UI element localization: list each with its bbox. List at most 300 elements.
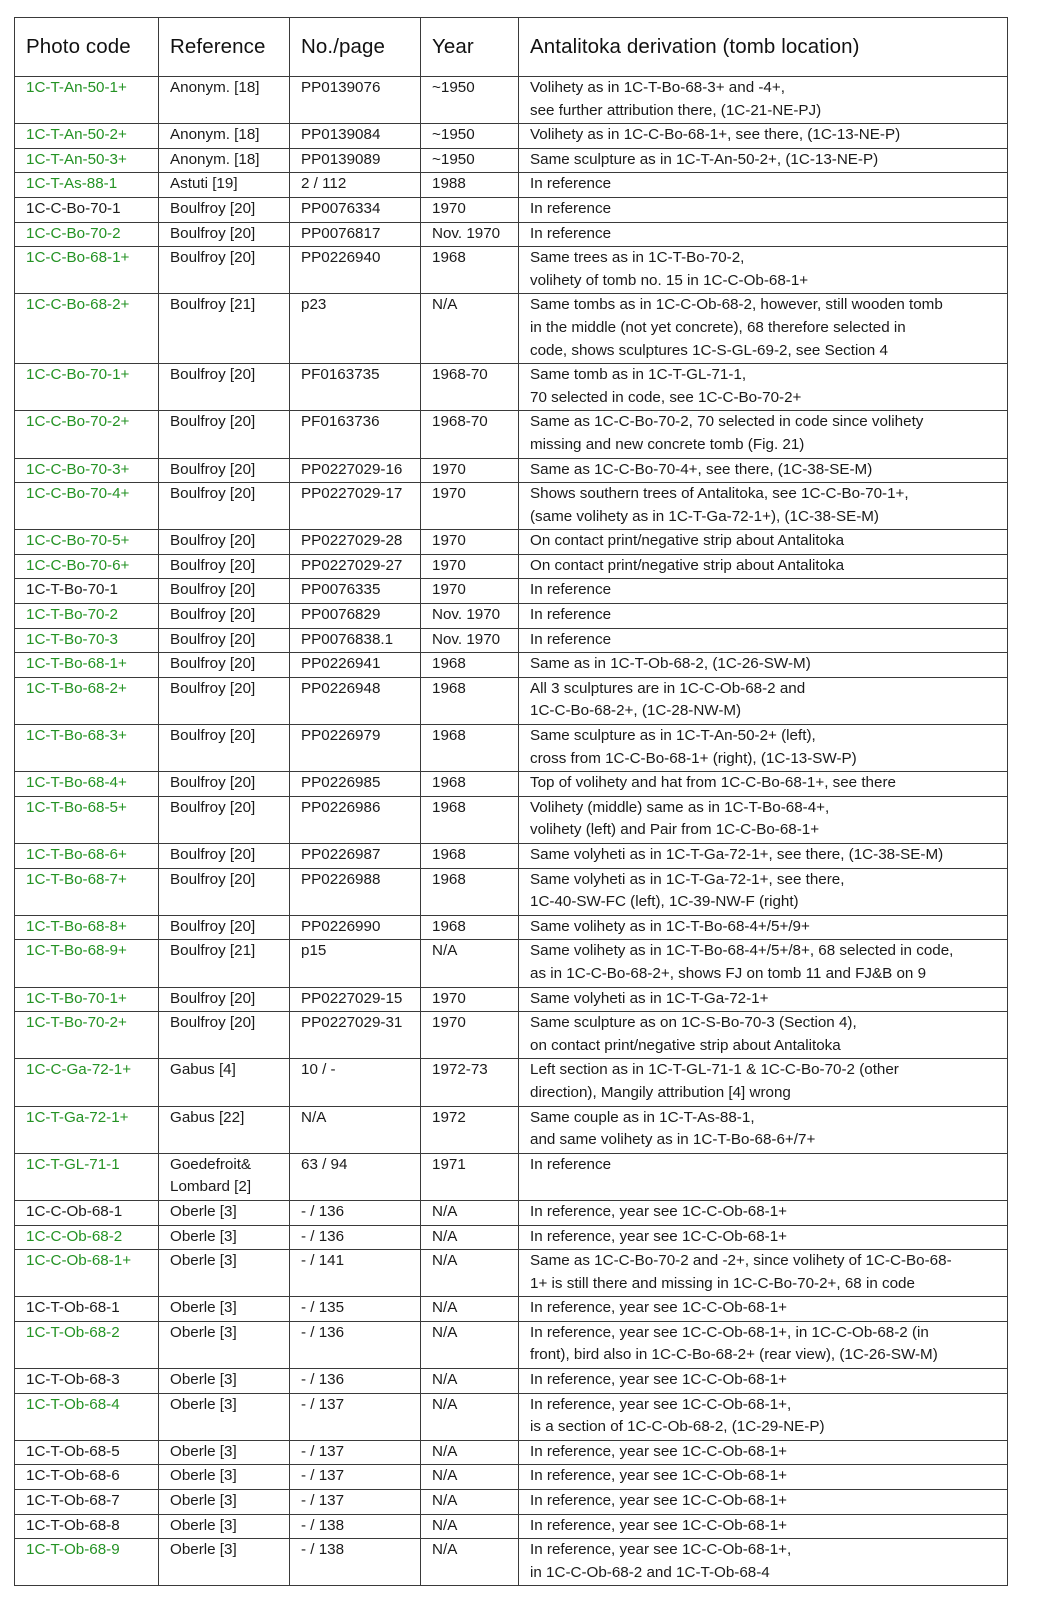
derivation-line: In reference — [530, 224, 612, 242]
year-cell — [421, 530, 519, 555]
derivation-cell — [519, 294, 1008, 364]
derivation-line: front), bird also in 1C-C-Bo-68-2+ (rear view), (1C-26-SW-M) — [530, 1346, 938, 1364]
no-page: PP0139076 — [301, 79, 381, 96]
derivation-cell — [519, 1106, 1008, 1153]
year-cell — [421, 653, 519, 678]
reference-cell — [159, 173, 290, 198]
photo-code-cell — [15, 987, 159, 1012]
year-cell — [421, 1153, 519, 1200]
no-page: p23 — [301, 296, 327, 314]
photo-code-cell — [15, 1153, 159, 1200]
reference-cell — [159, 530, 290, 555]
table-row — [15, 725, 1008, 772]
year: 1968 — [432, 870, 466, 888]
derivation-cell — [519, 1539, 1008, 1586]
photo-code: 1C-C-Bo-70-1+ — [26, 366, 130, 384]
year: 1968 — [432, 679, 466, 697]
derivation-line: 70 selected in code, see 1C-C-Bo-70-2+ — [530, 388, 802, 406]
no-page-cell — [290, 844, 421, 869]
photo-code: 1C-T-Ob-68-3 — [26, 1371, 120, 1389]
derivation-cell — [519, 77, 1008, 124]
no-page-cell — [290, 1465, 421, 1490]
photo-code: 1C-T-Bo-70-1 — [26, 581, 118, 599]
derivation-line: In reference, year see 1C-C-Ob-68-1+ — [530, 1371, 788, 1389]
no-page: PP0076829 — [301, 606, 381, 624]
derivation-cell — [519, 1225, 1008, 1250]
reference-cell — [159, 1514, 290, 1539]
photo-code-cell — [15, 915, 159, 940]
photo-code: 1C-T-Bo-68-6+ — [26, 846, 127, 863]
year-cell — [421, 1225, 519, 1250]
year: N/A — [432, 1323, 458, 1341]
header-no-page: No./page — [290, 18, 421, 77]
table-row — [15, 1106, 1008, 1153]
reference-cell — [159, 1393, 290, 1440]
derivation-cell — [519, 148, 1008, 173]
table-row — [15, 1012, 1008, 1059]
table-row — [15, 1440, 1008, 1465]
derivation-line: 1C-C-Bo-68-2+, (1C-28-NW-M) — [530, 702, 742, 720]
year: 1970 — [432, 485, 466, 503]
photo-code-cell — [15, 868, 159, 915]
photo-code: 1C-C-Ob-68-2 — [26, 1227, 123, 1245]
table-row — [15, 1514, 1008, 1539]
year-cell — [421, 772, 519, 797]
reference-line: Boulfroy [20] — [170, 655, 256, 673]
year: N/A — [432, 1371, 458, 1389]
derivation-cell — [519, 1490, 1008, 1515]
table-row — [15, 1153, 1008, 1200]
photo-code-cell — [15, 148, 159, 173]
photo-code: 1C-C-Bo-70-3+ — [26, 460, 130, 478]
year: N/A — [432, 1492, 458, 1510]
year-cell — [421, 796, 519, 843]
derivation-line: Same tomb as in 1C-T-GL-71-1, — [530, 366, 747, 384]
photo-code-cell — [15, 725, 159, 772]
year: N/A — [432, 1202, 458, 1220]
year: N/A — [432, 1442, 458, 1460]
derivation-line: In reference — [530, 175, 612, 193]
photo-code-cell — [15, 124, 159, 149]
reference-cell — [159, 579, 290, 604]
photo-code-cell — [15, 1250, 159, 1297]
no-page: PP0076334 — [301, 199, 381, 217]
no-page-cell — [290, 124, 421, 149]
photo-code: 1C-T-Bo-68-1+ — [26, 655, 127, 673]
reference-line: Anonym. [18] — [170, 79, 260, 96]
photo-code: 1C-T-Ob-68-8 — [26, 1516, 120, 1534]
photo-code: 1C-T-Bo-68-5+ — [26, 798, 127, 816]
table-row — [15, 1539, 1008, 1586]
reference-cell — [159, 1440, 290, 1465]
reference-cell — [159, 915, 290, 940]
table-row — [15, 868, 1008, 915]
photo-code: 1C-T-Bo-68-9+ — [26, 942, 127, 960]
photo-code: 1C-C-Bo-70-2 — [26, 224, 121, 242]
photo-code: 1C-C-Bo-68-1+ — [26, 249, 130, 267]
year-cell — [421, 1369, 519, 1394]
table-row — [15, 1321, 1008, 1368]
reference-line: Lombard [2] — [170, 1178, 252, 1196]
no-page-cell — [290, 1106, 421, 1153]
derivation-line: Shows southern trees of Antalitoka, see 1C-C-Bo-70-1+, — [530, 485, 909, 503]
derivation-line: In reference, year see 1C-C-Ob-68-1+, — [530, 1395, 792, 1413]
table-row — [15, 1250, 1008, 1297]
reference-cell — [159, 1321, 290, 1368]
reference-cell — [159, 653, 290, 678]
table-row — [15, 364, 1008, 411]
no-page-cell — [290, 483, 421, 530]
derivation-cell — [519, 222, 1008, 247]
reference-cell — [159, 247, 290, 294]
no-page-cell — [290, 628, 421, 653]
table-row — [15, 124, 1008, 149]
year: 1971 — [432, 1155, 466, 1173]
derivation-cell — [519, 796, 1008, 843]
header-year: Year — [421, 18, 519, 77]
no-page-cell — [290, 1250, 421, 1297]
no-page-cell — [290, 725, 421, 772]
derivation-cell — [519, 653, 1008, 678]
photo-code-cell — [15, 222, 159, 247]
reference-line: Astuti [19] — [170, 175, 238, 193]
reference-line: Oberle [3] — [170, 1467, 237, 1485]
table-row — [15, 1225, 1008, 1250]
photo-code: 1C-C-Bo-70-5+ — [26, 532, 130, 550]
derivation-cell — [519, 1369, 1008, 1394]
derivation-line: In reference — [530, 606, 612, 624]
photo-code: 1C-T-An-50-1+ — [26, 79, 127, 96]
year-cell — [421, 1297, 519, 1322]
table-row — [15, 579, 1008, 604]
reference-cell — [159, 1369, 290, 1394]
no-page-cell — [290, 1490, 421, 1515]
no-page-cell — [290, 197, 421, 222]
year: Nov. 1970 — [432, 606, 501, 624]
reference-cell — [159, 844, 290, 869]
photo-code: 1C-T-Ob-68-6 — [26, 1467, 120, 1485]
derivation-cell — [519, 530, 1008, 555]
table-row — [15, 530, 1008, 555]
derivation-cell — [519, 772, 1008, 797]
photo-code-cell — [15, 1514, 159, 1539]
reference-line: Oberle [3] — [170, 1395, 237, 1413]
reference-line: Oberle [3] — [170, 1442, 237, 1460]
derivation-line: Same volyheti as in 1C-T-Ga-72-1+, see there, — [530, 870, 845, 888]
year: 1988 — [432, 175, 466, 193]
derivation-line: Left section as in 1C-T-GL-71-1 & 1C-C-Bo-70-2 (other — [530, 1061, 899, 1079]
photo-code-cell — [15, 1465, 159, 1490]
photo-code: 1C-T-Bo-70-2+ — [26, 1014, 127, 1032]
derivation-cell — [519, 458, 1008, 483]
photo-code-cell — [15, 247, 159, 294]
table-row — [15, 1059, 1008, 1106]
year: 1972 — [432, 1108, 466, 1126]
year: 1968 — [432, 917, 466, 935]
reference-cell — [159, 868, 290, 915]
no-page: PP0076817 — [301, 224, 381, 242]
photo-code-cell — [15, 294, 159, 364]
photo-code-cell — [15, 579, 159, 604]
reference-cell — [159, 124, 290, 149]
year: 1970 — [432, 199, 466, 217]
no-page: 10 / - — [301, 1061, 336, 1079]
derivation-line: as in 1C-C-Bo-68-2+, shows FJ on tomb 11 and FJ&B on 9 — [530, 964, 927, 982]
header-row — [15, 18, 1008, 77]
year-cell — [421, 1200, 519, 1225]
derivation-cell — [519, 677, 1008, 724]
derivation-line: On contact print/negative strip about Antalitoka — [530, 556, 845, 574]
no-page-cell — [290, 1539, 421, 1586]
derivation-line: Same as 1C-C-Bo-70-4+, see there, (1C-38-SE-M) — [530, 460, 873, 478]
reference-line: Boulfroy [21] — [170, 942, 256, 960]
reference-line: Boulfroy [20] — [170, 485, 256, 503]
derivation-line: Same sculpture as in 1C-T-An-50-2+, (1C-13-NE-P) — [530, 150, 879, 168]
reference-cell — [159, 148, 290, 173]
year-cell — [421, 1393, 519, 1440]
year-cell — [421, 554, 519, 579]
table-row — [15, 772, 1008, 797]
photo-code: 1C-T-Bo-68-7+ — [26, 870, 127, 888]
reference-cell — [159, 628, 290, 653]
derivation-line: see further attribution there, (1C-21-NE-PJ) — [530, 101, 822, 119]
derivation-cell — [519, 124, 1008, 149]
year-cell — [421, 1440, 519, 1465]
year: Nov. 1970 — [432, 630, 501, 648]
no-page-cell — [290, 1012, 421, 1059]
derivation-line: in 1C-C-Ob-68-2 and 1C-T-Ob-68-4 — [530, 1563, 770, 1581]
photo-code: 1C-C-Ob-68-1 — [26, 1202, 123, 1220]
derivation-line: Same sculpture as in 1C-T-An-50-2+ (left), — [530, 727, 816, 745]
no-page-cell — [290, 411, 421, 458]
no-page: 63 / 94 — [301, 1155, 348, 1173]
reference-cell — [159, 677, 290, 724]
derivation-cell — [519, 247, 1008, 294]
no-page: - / 136 — [301, 1323, 345, 1341]
reference-line: Oberle [3] — [170, 1541, 237, 1559]
reference-line: Boulfroy [20] — [170, 606, 256, 624]
derivation-line: missing and new concrete tomb (Fig. 21) — [530, 435, 805, 453]
derivation-line: In reference, year see 1C-C-Ob-68-1+ — [530, 1492, 788, 1510]
no-page: PF0163735 — [301, 366, 380, 384]
no-page-cell — [290, 1369, 421, 1394]
derivation-line: Same volyheti as in 1C-T-Ga-72-1+, see there, (1C-38-SE-M) — [530, 846, 944, 863]
table-row — [15, 247, 1008, 294]
photo-code: 1C-T-An-50-2+ — [26, 126, 127, 144]
year-cell — [421, 940, 519, 987]
derivation-line: On contact print/negative strip about Antalitoka — [530, 532, 845, 550]
no-page: PP0226948 — [301, 679, 381, 697]
year: 1968-70 — [432, 413, 488, 431]
derivation-line: In reference, year see 1C-C-Ob-68-1+ — [530, 1227, 788, 1245]
table-row — [15, 653, 1008, 678]
no-page-cell — [290, 677, 421, 724]
derivation-line: All 3 sculptures are in 1C-C-Ob-68-2 and — [530, 679, 806, 697]
photo-code-cell — [15, 1225, 159, 1250]
derivation-cell — [519, 915, 1008, 940]
no-page-cell — [290, 222, 421, 247]
photo-code: 1C-C-Bo-68-2+ — [26, 296, 130, 314]
reference-line: Oberle [3] — [170, 1516, 237, 1534]
no-page: PP0226987 — [301, 846, 381, 863]
table-row — [15, 628, 1008, 653]
reference-line: Oberle [3] — [170, 1299, 237, 1317]
year-cell — [421, 247, 519, 294]
year: 1968 — [432, 846, 466, 863]
no-page: PP0226941 — [301, 655, 381, 673]
photo-code-cell — [15, 1393, 159, 1440]
no-page: - / 138 — [301, 1541, 345, 1559]
year-cell — [421, 411, 519, 458]
year-cell — [421, 1250, 519, 1297]
no-page-cell — [290, 796, 421, 843]
derivation-cell — [519, 554, 1008, 579]
year: ~1950 — [432, 150, 475, 168]
photo-code: 1C-T-Bo-68-4+ — [26, 774, 127, 792]
photo-code-cell — [15, 1539, 159, 1586]
reference-cell — [159, 1490, 290, 1515]
derivation-line: (same volihety as in 1C-T-Ga-72-1+), (1C-38-SE-M) — [530, 507, 879, 525]
no-page: PP0227029-28 — [301, 532, 403, 550]
year: 1968 — [432, 798, 466, 816]
year-cell — [421, 1539, 519, 1586]
no-page: PP0076838.1 — [301, 630, 394, 648]
derivation-line: Same couple as in 1C-T-As-88-1, — [530, 1108, 755, 1126]
table-row — [15, 222, 1008, 247]
reference-line: Oberle [3] — [170, 1323, 237, 1341]
photo-code-cell — [15, 483, 159, 530]
derivation-line: 1+ is still there and missing in 1C-C-Bo-70-2+, 68 in code — [530, 1274, 915, 1292]
reference-cell — [159, 987, 290, 1012]
derivation-cell — [519, 1514, 1008, 1539]
derivation-line: In reference, year see 1C-C-Ob-68-1+ — [530, 1202, 788, 1220]
table-row — [15, 1200, 1008, 1225]
reference-line: Boulfroy [20] — [170, 366, 256, 384]
year: N/A — [432, 1541, 458, 1559]
year-cell — [421, 458, 519, 483]
reference-cell — [159, 725, 290, 772]
derivation-cell — [519, 987, 1008, 1012]
derivation-line: In reference, year see 1C-C-Ob-68-1+ — [530, 1299, 788, 1317]
no-page: p15 — [301, 942, 327, 960]
reference-cell — [159, 1106, 290, 1153]
no-page-cell — [290, 1297, 421, 1322]
year-cell — [421, 1321, 519, 1368]
derivation-line: Same sculpture as on 1C-S-Bo-70-3 (Section 4), — [530, 1014, 857, 1032]
no-page: - / 137 — [301, 1442, 345, 1460]
header-reference: Reference — [159, 18, 290, 77]
table-body — [15, 77, 1008, 1586]
no-page: PF0163736 — [301, 413, 380, 431]
photo-code-cell — [15, 1106, 159, 1153]
year-cell — [421, 1514, 519, 1539]
table-row — [15, 554, 1008, 579]
year-cell — [421, 124, 519, 149]
year: 1970 — [432, 989, 466, 1007]
reference-cell — [159, 364, 290, 411]
year-cell — [421, 725, 519, 772]
photo-code-cell — [15, 1369, 159, 1394]
derivation-cell — [519, 197, 1008, 222]
photo-code: 1C-C-Bo-70-4+ — [26, 485, 130, 503]
reference-cell — [159, 483, 290, 530]
year-cell — [421, 844, 519, 869]
derivation-cell — [519, 628, 1008, 653]
header-photo-code: Photo code — [15, 18, 159, 77]
derivation-cell — [519, 940, 1008, 987]
derivation-line: on contact print/negative strip about Antalitoka — [530, 1036, 841, 1054]
derivation-line: In reference, year see 1C-C-Ob-68-1+, — [530, 1541, 792, 1559]
reference-line: Boulfroy [20] — [170, 870, 256, 888]
no-page: PP0227029-27 — [301, 556, 403, 574]
year: 1970 — [432, 532, 466, 550]
derivation-line: Volihety as in 1C-T-Bo-68-3+ and -4+, — [530, 79, 785, 96]
no-page-cell — [290, 1393, 421, 1440]
reference-line: Oberle [3] — [170, 1371, 237, 1389]
reference-line: Boulfroy [20] — [170, 532, 256, 550]
no-page-cell — [290, 987, 421, 1012]
year-cell — [421, 77, 519, 124]
reference-line: Boulfroy [20] — [170, 199, 256, 217]
reference-cell — [159, 940, 290, 987]
table-row — [15, 1369, 1008, 1394]
photo-code-cell — [15, 411, 159, 458]
derivation-line: Same tombs as in 1C-C-Ob-68-2, however, still wooden tomb — [530, 296, 943, 314]
no-page-cell — [290, 458, 421, 483]
photo-code: 1C-T-Bo-68-2+ — [26, 679, 127, 697]
derivation-line: in the middle (not yet concrete), 68 therefore selected in — [530, 318, 906, 336]
reference-line: Boulfroy [21] — [170, 296, 256, 314]
year: 1968-70 — [432, 366, 488, 384]
no-page-cell — [290, 530, 421, 555]
reference-line: Boulfroy [20] — [170, 917, 256, 935]
table-row — [15, 1297, 1008, 1322]
no-page: - / 136 — [301, 1227, 345, 1245]
no-page-cell — [290, 1321, 421, 1368]
photo-code: 1C-T-Ob-68-9 — [26, 1541, 120, 1559]
reference-cell — [159, 294, 290, 364]
derivation-cell — [519, 868, 1008, 915]
table-row — [15, 1465, 1008, 1490]
derivation-cell — [519, 411, 1008, 458]
derivation-line: Same as in 1C-T-Ob-68-2, (1C-26-SW-M) — [530, 655, 811, 673]
table-row — [15, 458, 1008, 483]
reference-line: Boulfroy [20] — [170, 1014, 256, 1032]
photo-code-cell — [15, 197, 159, 222]
photo-code: 1C-T-GL-71-1 — [26, 1155, 120, 1173]
photo-code-cell — [15, 1012, 159, 1059]
year-cell — [421, 987, 519, 1012]
year-cell — [421, 579, 519, 604]
year-cell — [421, 483, 519, 530]
reference-cell — [159, 1153, 290, 1200]
year-cell — [421, 915, 519, 940]
photo-code-cell — [15, 1059, 159, 1106]
photo-code: 1C-T-Bo-68-3+ — [26, 727, 127, 745]
derivation-line: 1C-40-SW-FC (left), 1C-39-NW-F (right) — [530, 893, 799, 911]
year-cell — [421, 1059, 519, 1106]
no-page: PP0227029-15 — [301, 989, 403, 1007]
derivation-line: and same volihety as in 1C-T-Bo-68-6+/7+ — [530, 1131, 816, 1149]
year-cell — [421, 364, 519, 411]
table-row — [15, 844, 1008, 869]
no-page: - / 137 — [301, 1395, 345, 1413]
no-page: - / 141 — [301, 1252, 345, 1270]
derivation-line: Same volihety as in 1C-T-Bo-68-4+/5+/9+ — [530, 917, 810, 935]
table-row — [15, 604, 1008, 629]
derivation-cell — [519, 604, 1008, 629]
derivation-line: Top of volihety and hat from 1C-C-Bo-68-1+, see there — [530, 774, 896, 792]
